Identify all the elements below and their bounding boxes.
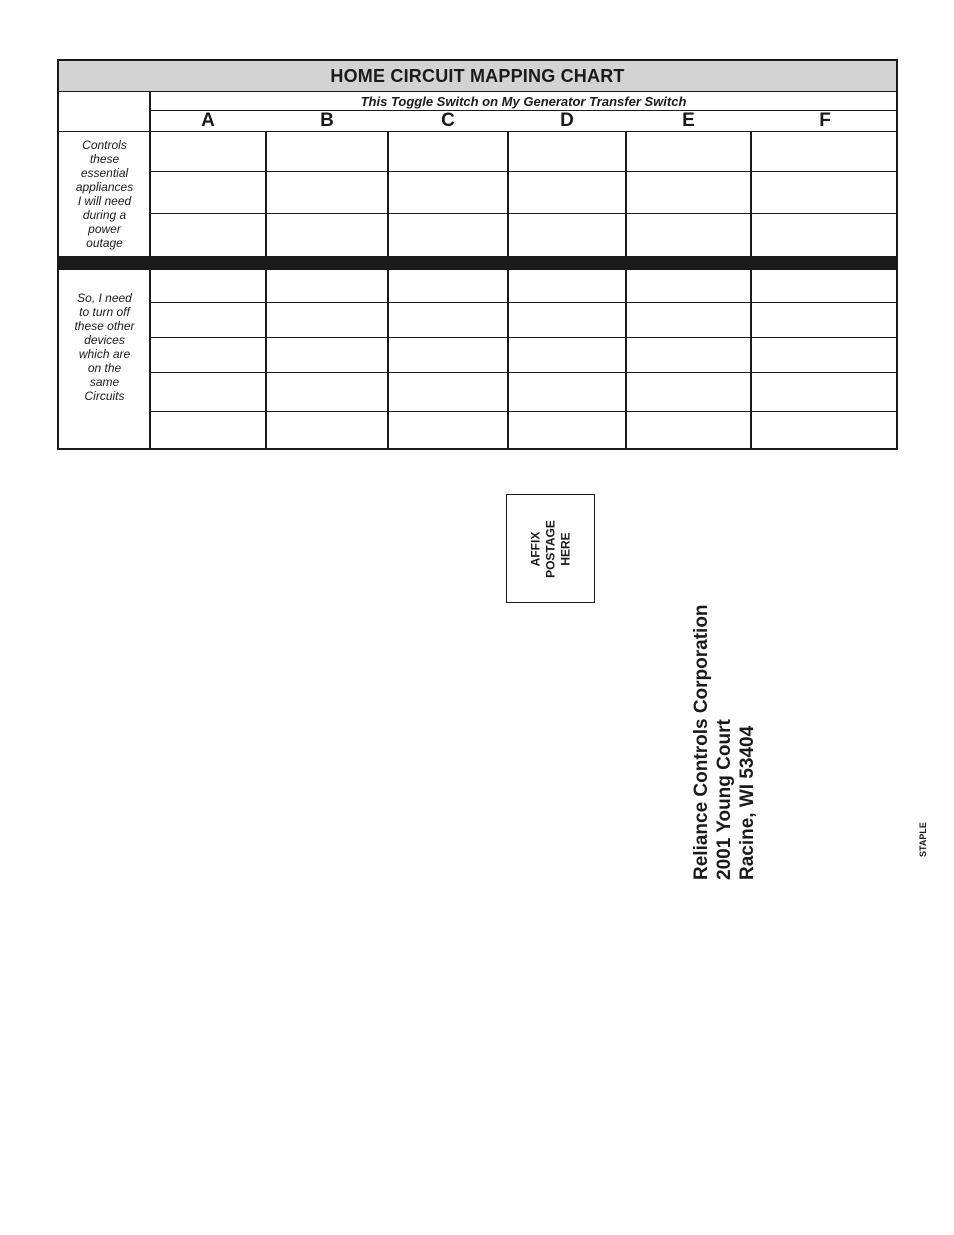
- essential-appliances-label: [59, 132, 150, 256]
- mailing-address: [690, 604, 759, 880]
- section-separator-band: [59, 256, 896, 270]
- column-header-e: E: [682, 109, 695, 131]
- row-divider: [150, 411, 896, 412]
- column-header-b: B: [320, 109, 334, 131]
- postage-stamp-box: [506, 494, 595, 603]
- column-divider: [750, 131, 752, 450]
- postage-line-1: AFFIX: [528, 531, 542, 566]
- postage-instruction: [528, 499, 573, 599]
- column-divider: [625, 131, 627, 450]
- staple-label: STAPLE: [918, 822, 928, 857]
- postage-line-3: HERE: [558, 531, 572, 566]
- row-divider: [150, 302, 896, 303]
- other-devices-label: [59, 277, 150, 417]
- column-header-f: F: [819, 109, 831, 131]
- postage-line-2: POSTAGE: [543, 519, 557, 578]
- column-divider: [387, 131, 389, 450]
- address-company: Reliance Controls Corporation: [691, 604, 712, 880]
- address-street: 2001 Young Court: [714, 719, 735, 880]
- other-devices-text: So, I need to turn off these other devices which are on the same Circuits: [74, 291, 135, 403]
- column-header-d: D: [560, 109, 574, 131]
- row-divider: [150, 372, 896, 373]
- chart-subtitle: This Toggle Switch on My Generator Transfer Switch: [360, 93, 687, 109]
- header-divider: [59, 131, 896, 132]
- address-city: Racine, WI 53404: [737, 725, 758, 880]
- column-divider: [265, 131, 267, 450]
- column-header-c: C: [441, 109, 455, 131]
- home-circuit-mapping-chart: [57, 59, 898, 450]
- chart-title: HOME CIRCUIT MAPPING CHART: [59, 61, 896, 92]
- essential-appliances-text: Controls these essential appliances I will need during a power outage: [75, 138, 134, 250]
- row-divider: [150, 171, 896, 172]
- column-header-a: A: [201, 109, 215, 131]
- row-divider: [150, 337, 896, 338]
- row-divider: [150, 213, 896, 214]
- column-divider: [507, 131, 509, 450]
